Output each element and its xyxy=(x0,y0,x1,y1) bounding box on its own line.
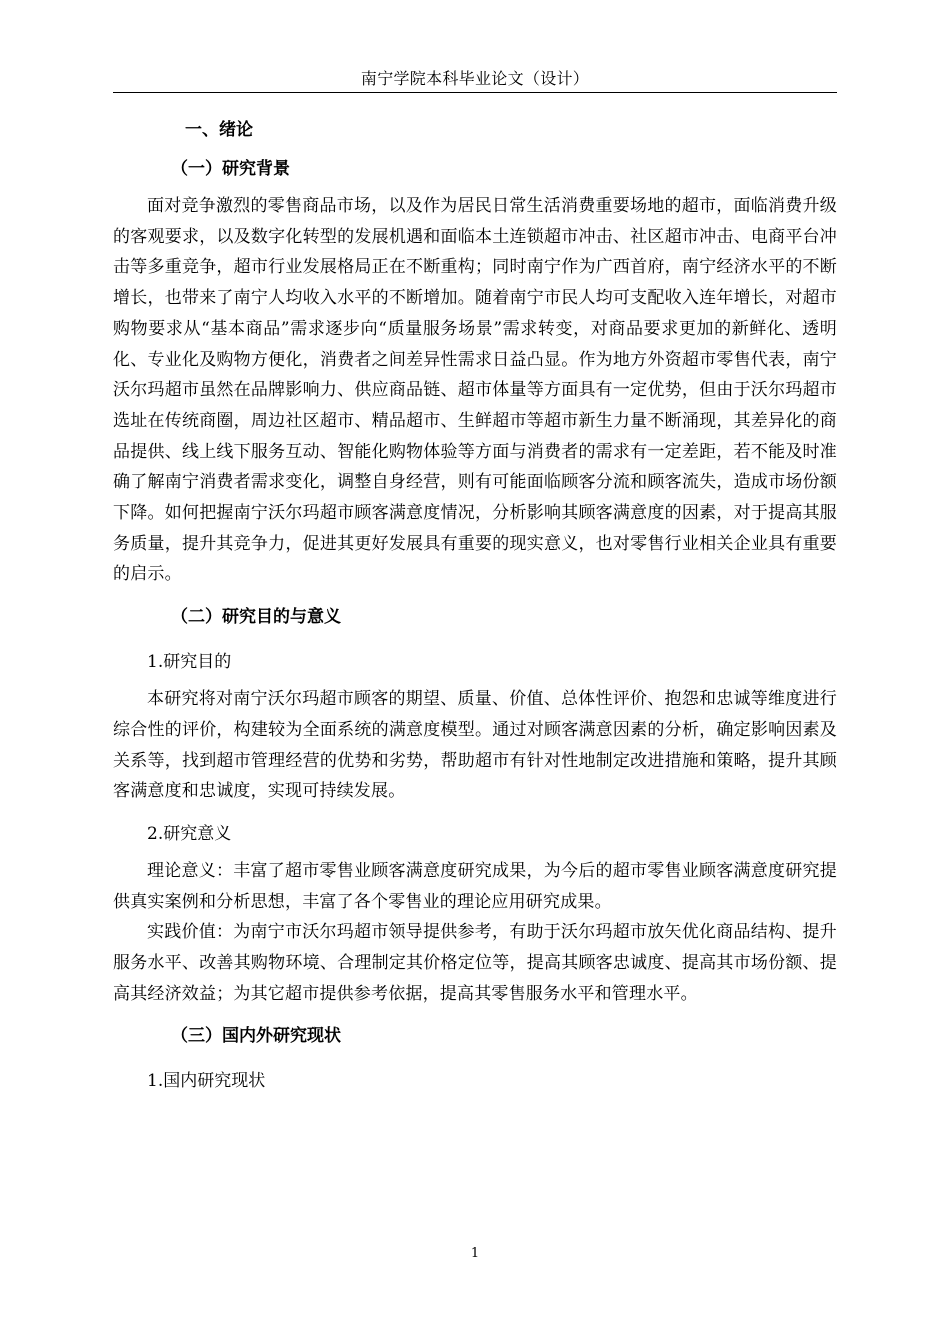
paragraph-research-purpose: 本研究将对南宁沃尔玛超市顾客的期望、质量、价值、总体性评价、抱怨和忠诚等维度进行综合性的评价，构建较为全面系统的满意度模型。通过对顾客满意因素的分析，确定影响因素及关系等，找到超市管理经营的优势和劣势，帮助超市有针对性地制定改进措施和策略，提升其顾客满意度和忠诚度，实现可持续发展。 xyxy=(113,689,837,802)
subheading-research-purpose: 1.研究目的 xyxy=(147,652,232,673)
page-header: 南宁学院本科毕业论文（设计） xyxy=(113,66,837,93)
document-body xyxy=(113,112,837,1099)
section-heading-intro: 一、绪论 xyxy=(185,120,253,140)
paragraph-background: 面对竞争激烈的零售商品市场，以及作为居民日常生活消费重要场地的超市，面临消费升级的客观要求，以及数字化转型的发展机遇和面临本土连锁超市冲击、社区超市冲击、电商平台冲击等多重竞争，超市行业发展格局正在不断重构；同时南宁作为广西首府，南宁经济水平的不断增长，也带来了南宁人均收入水平的不断增加。随着南宁市民人均可支配收入连年增长，对超市购物要求从“基本商品”需求逐步向“质量服务场景”需求转变，对商品要求更加的新鲜化、透明化、专业化及购物方便化，消费者之间差异性需求日益凸显。作为地方外资超市零售代表，南宁沃尔玛超市虽然在品牌影响力、供应商品链、超市体量等方面具有一定优势，但由于沃尔玛超市选址在传统商圈，周边社区超市、精品超市、生鲜超市等超市新生力量不断涌现，其差异化的商品提供、线上线下服务互动、智能化购物体验等方面与消费者的需求有一定差距，若不能及时准确了解南宁消费者需求变化，调整自身经营，则有可能面临顾客分流和顾客流失，造成市场份额下降。如何把握南宁沃尔玛超市顾客满意度情况，分析影响其顾客满意度的因素，对于提高其服务质量，提升其竞争力，促进其更好发展具有重要的现实意义，也对零售行业相关企业具有重要的启示。 xyxy=(113,196,837,585)
paragraph-practice-value: 实践价值：为南宁市沃尔玛超市领导提供参考，有助于沃尔玛超市放矢优化商品结构、提升服务水平、改善其购物环境、合理制定其价格定位等，提高其顾客忠诚度、提高其市场份额、提高其经济效益；为其它超市提供参考依据，提高其零售服务水平和管理水平。 xyxy=(113,922,837,1004)
subheading-domestic-status: 1.国内研究现状 xyxy=(147,1071,266,1092)
page-number: 1 xyxy=(470,1246,480,1261)
section-heading-purpose: （二）研究目的与意义 xyxy=(171,607,341,628)
subheading-research-significance: 2.研究意义 xyxy=(147,823,232,844)
paragraph-theory-significance: 理论意义：丰富了超市零售业顾客满意度研究成果，为今后的超市零售业顾客满意度研究提供真实案例和分析思想，丰富了各个零售业的理论应用研究成果。 xyxy=(113,860,837,912)
section-heading-background: （一）研究背景 xyxy=(171,159,290,179)
section-heading-research-status: （三）国内外研究现状 xyxy=(171,1026,341,1047)
